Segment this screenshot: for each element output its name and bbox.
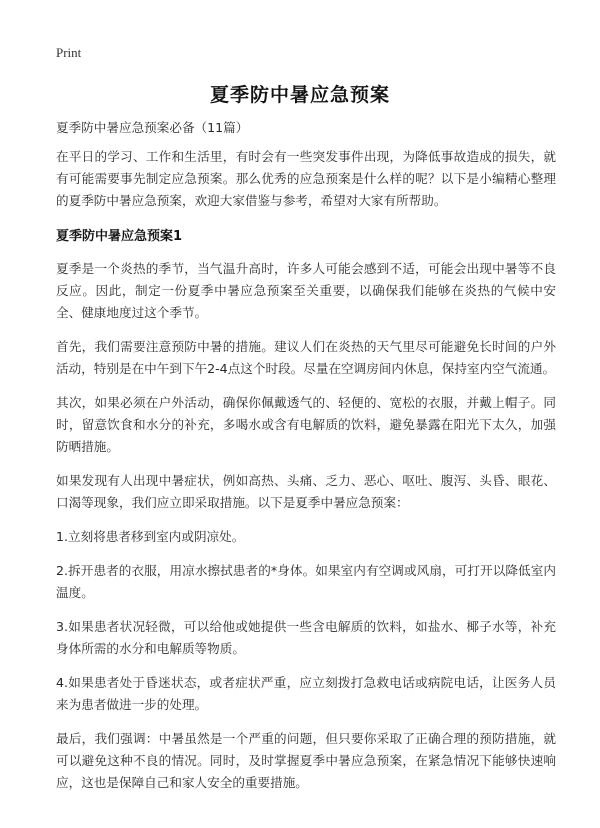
paragraph-outdoor: 其次，如果必须在户外活动，确保你佩戴透气的、轻便的、宽松的衣服，并戴上帽子。同时，留意饮食和水分的补充，多喝水或含有电解质的饮料，避免暴露在阳光下太久，加强防晒措施。: [56, 395, 556, 454]
page-title: 夏季防中暑应急预案: [209, 84, 390, 106]
paragraph-prevention: 首先，我们需要注意预防中暑的措施。建议人们在炎热的天气里尽可能避免长时间的户外活动，特别是在中午到下午2-4点这个时段。尽量在空调房间内休息，保持室内空气流通。: [56, 339, 556, 376]
intro-paragraph: 在平日的学习、工作和生活里，有时会有一些突发事件出现，为降低事故造成的损失，就有可能需要事先制定应急预案。那么优秀的应急预案是什么样的呢？以下是小编精心整理的夏季防中暑应急预案，欢迎大家借鉴与参考，希望对大家有所帮助。: [56, 149, 556, 208]
step-3: 3.如果患者状况轻微，可以给他或她提供一些含电解质的饮料，如盐水、椰子水等，补充身体所需的水分和电解质等物质。: [56, 619, 556, 656]
document-subtitle: 夏季防中暑应急预案必备（11篇）: [56, 120, 249, 135]
document-body: [56, 117, 556, 806]
step-2: 2.拆开患者的衣服，用凉水擦拭患者的*身体。如果室内有空调或风扇，可打开以降低室内温度。: [56, 563, 556, 600]
paragraph-overview: 夏季是一个炎热的季节，当气温升高时，许多人可能会感到不适，可能会出现中暑等不良反应。因此，制定一份夏季中暑应急预案至关重要，以确保我们能够在炎热的气候中安全、健康地度过这个季节。: [56, 261, 556, 320]
section-heading: 夏季防中暑应急预案1: [56, 229, 183, 244]
step-4: 4.如果患者处于昏迷状态，或者症状严重，应立刻拨打急救电话或病院电话，让医务人员来为患者做进一步的处理。: [56, 675, 556, 712]
paragraph-symptoms: 如果发现有人出现中暑症状，例如高热、头痛、乏力、恶心、呕吐、腹泻、头昏、眼花、口渴等现象，我们应立即采取措施。以下是夏季中暑应急预案：: [56, 473, 556, 510]
step-1: 1.立刻将患者移到室内或阴凉处。: [56, 529, 245, 544]
print-link[interactable]: Print: [56, 45, 82, 60]
paragraph-conclusion: 最后，我们强调：中暑虽然是一个严重的问题，但只要你采取了正确合理的预防措施，就可以避免这种不良的情况。同时，及时掌握夏季中暑应急预案，在紧急情况下能够快速响应，这也是保障自己和家人安全的重要措施。: [56, 731, 556, 790]
